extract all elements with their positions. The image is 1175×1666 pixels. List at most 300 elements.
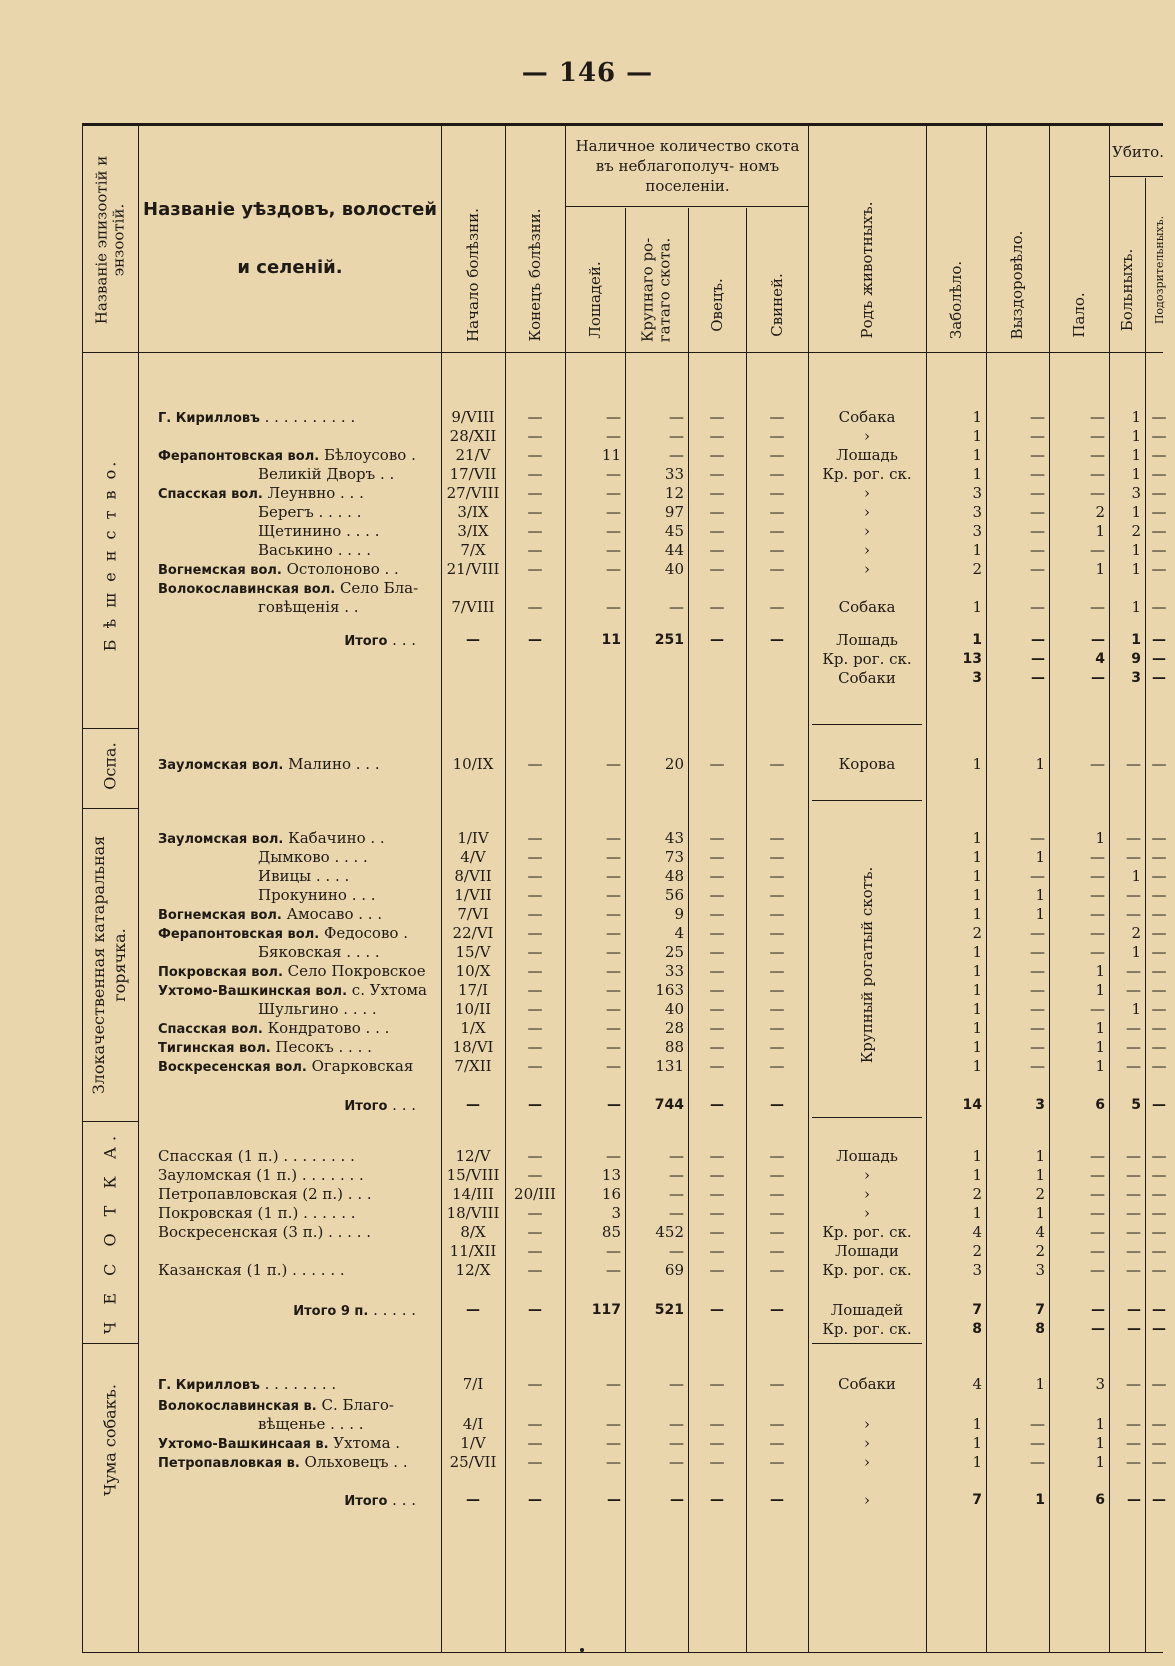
cell-died: —	[1090, 848, 1105, 866]
cell-pigs: —	[769, 1261, 785, 1279]
settlement-name: Воскресенская (3 п.) . . . . .	[158, 1223, 371, 1241]
cell-sick: 1	[972, 1038, 982, 1056]
cell-rec: —	[1030, 981, 1045, 999]
cell-sheep: —	[709, 427, 725, 445]
cell-ks: 1	[1131, 427, 1141, 445]
cell-rec: 1	[1035, 1147, 1045, 1165]
cell-horses: —	[606, 755, 621, 773]
cell-horses: —	[606, 1038, 621, 1056]
settlement-name: Амосаво . . .	[281, 905, 383, 923]
cell-ks: —	[1126, 1057, 1141, 1075]
cell-cattle: —	[669, 427, 684, 445]
cell-rec: 2	[1035, 1242, 1045, 1260]
cell-sheep: —	[709, 1434, 725, 1452]
cell-horses: —	[606, 829, 621, 847]
cell-died: 1	[1095, 1038, 1105, 1056]
settlement-name: Леунвно . . .	[262, 484, 364, 502]
group-label-rabies: Б ѣ ш е н с т в о.	[100, 458, 120, 652]
cell-kp: —	[1152, 1302, 1166, 1318]
place-name	[158, 465, 440, 484]
place-name	[158, 503, 440, 522]
cell-end: —	[527, 1038, 543, 1056]
cell-died: —	[1090, 1185, 1105, 1203]
cell-ks: 3	[1131, 670, 1141, 686]
district-name: Г. Кирилловъ	[158, 411, 260, 426]
settlement-name: Великій Дворъ . .	[258, 465, 395, 483]
cell-sheep: —	[709, 484, 725, 502]
cell-rec: —	[1030, 465, 1045, 483]
cell-cattle: 69	[664, 1261, 684, 1279]
cell-ks: —	[1126, 829, 1141, 847]
cell-ks: —	[1126, 886, 1141, 904]
place-name	[158, 848, 440, 867]
cell-kp: —	[1151, 1453, 1167, 1471]
cell-ks: 9	[1131, 651, 1141, 667]
cell-kind: Корова	[838, 755, 896, 773]
settlement-name: Щетинино . . . .	[258, 522, 380, 540]
settlement-name: Огарковская	[306, 1057, 414, 1075]
cell-horses: —	[606, 886, 621, 904]
cell-kp: —	[1151, 598, 1167, 616]
place-name	[158, 1096, 440, 1116]
cell-sick: 8	[972, 1321, 982, 1337]
cell-sick: 3	[972, 503, 982, 521]
cell-start: 27/VIII	[446, 484, 500, 502]
cell-cattle: —	[669, 1453, 684, 1471]
table-row	[0, 962, 1175, 981]
place-name	[158, 905, 440, 925]
settlement-name: . . . . . . . .	[259, 1375, 337, 1393]
cell-start: 28/XII	[449, 427, 497, 445]
cell-sick: 1	[972, 446, 982, 464]
settlement-name: Кондратово . . .	[262, 1019, 390, 1037]
cell-kp: —	[1151, 560, 1167, 578]
cell-end: —	[528, 1492, 542, 1508]
total-row	[0, 1491, 1175, 1510]
cell-kp: —	[1151, 484, 1167, 502]
cell-cattle: 44	[664, 541, 684, 559]
cell-died: —	[1090, 598, 1105, 616]
settlement-name: Петропавловская (2 п.) . . .	[158, 1185, 372, 1203]
cell-kind: ›	[864, 1166, 870, 1184]
cell-cattle: 33	[664, 962, 684, 980]
cell-kp: —	[1151, 905, 1167, 923]
place-name	[158, 1415, 440, 1434]
district-name: Волокославинская в.	[158, 1399, 317, 1414]
cell-cattle: 45	[664, 522, 684, 540]
district-name: Итого	[344, 1099, 388, 1114]
cell-sick: 1	[972, 1019, 982, 1037]
cell-pigs: —	[769, 465, 785, 483]
cell-died: 1	[1095, 522, 1105, 540]
cell-kind: ›	[864, 1434, 870, 1452]
cell-cattle: 33	[664, 465, 684, 483]
table-row	[0, 1320, 1175, 1339]
cell-sick: 2	[972, 560, 982, 578]
cell-sick: 1	[972, 1453, 982, 1471]
cell-died: —	[1091, 1302, 1105, 1318]
settlement-name: Бяковская . . . .	[258, 943, 380, 961]
cell-kp: —	[1151, 503, 1167, 521]
cell-sick: 1	[972, 867, 982, 885]
cell-pigs: —	[770, 1302, 784, 1318]
place-name	[158, 981, 440, 1001]
settlement-name: Песокъ . . . .	[270, 1038, 372, 1056]
cell-rec: 4	[1035, 1223, 1045, 1241]
settlement-name: Село Бла-	[335, 579, 419, 597]
cell-cattle: 12	[664, 484, 684, 502]
cell-pigs: —	[769, 943, 785, 961]
cell-sick: 1	[972, 886, 982, 904]
district-name: Волокославинская вол.	[158, 582, 336, 597]
cell-kind: ›	[864, 560, 870, 578]
table-row	[0, 408, 1175, 427]
cell-start: —	[466, 1492, 480, 1508]
cell-end: —	[527, 981, 543, 999]
cell-start: 18/VI	[452, 1038, 494, 1056]
cell-cattle: 88	[664, 1038, 684, 1056]
cell-died: 1	[1095, 1057, 1105, 1075]
place-name	[158, 484, 440, 504]
cell-sick: 2	[972, 924, 982, 942]
cell-rec: —	[1030, 1019, 1045, 1037]
cell-sheep: —	[710, 1492, 724, 1508]
cell-start: 15/VIII	[446, 1166, 500, 1184]
cell-sick: 1	[972, 598, 982, 616]
cell-rec: —	[1031, 651, 1045, 667]
cell-died: 1	[1095, 1453, 1105, 1471]
cell-end: —	[527, 962, 543, 980]
cell-kp: —	[1151, 446, 1167, 464]
cell-sheep: —	[709, 1057, 725, 1075]
cell-sheep: —	[709, 905, 725, 923]
table-row	[0, 446, 1175, 465]
place-name	[158, 867, 440, 886]
cell-start: 21/V	[455, 446, 491, 464]
cell-horses: —	[606, 905, 621, 923]
cell-sheep: —	[709, 1204, 725, 1222]
table-row	[0, 465, 1175, 484]
table-row	[0, 1242, 1175, 1261]
cell-died: —	[1090, 1000, 1105, 1018]
cell-pigs: —	[769, 1147, 785, 1165]
group-separator	[82, 1343, 138, 1344]
cell-kp: —	[1151, 427, 1167, 445]
table-row	[0, 829, 1175, 848]
table-row	[0, 924, 1175, 943]
cell-pigs: —	[769, 1453, 785, 1471]
place-name	[158, 598, 440, 617]
cell-rec: —	[1030, 598, 1045, 616]
district-name: Ухтомо-Вашкинсаая в.	[158, 1437, 329, 1452]
cell-end: —	[527, 1166, 543, 1184]
cell-pigs: —	[769, 1038, 785, 1056]
cell-kp: —	[1151, 1166, 1167, 1184]
settlement-name: Село Покровское	[282, 962, 426, 980]
cell-sheep: —	[709, 755, 725, 773]
cell-start: 21/VIII	[446, 560, 500, 578]
cell-died: —	[1090, 484, 1105, 502]
cell-pigs: —	[769, 962, 785, 980]
cell-cattle: 28	[664, 1019, 684, 1037]
cell-ks: 3	[1131, 484, 1141, 502]
cell-end: —	[527, 598, 543, 616]
cell-kind: Кр. рог. ск.	[822, 1261, 912, 1279]
cell-pigs: —	[769, 905, 785, 923]
cell-horses: —	[606, 427, 621, 445]
table-row	[0, 579, 1175, 598]
cell-horses: 13	[601, 1166, 621, 1184]
cell-sheep: —	[709, 1166, 725, 1184]
district-name: Покровская вол.	[158, 965, 283, 980]
cell-kp: —	[1151, 1415, 1167, 1433]
cell-died: —	[1090, 867, 1105, 885]
settlement-name: Бѣлоусово .	[319, 446, 416, 464]
cell-horses: —	[606, 1242, 621, 1260]
cell-died: 1	[1095, 1415, 1105, 1433]
cell-sheep: —	[709, 829, 725, 847]
settlement-name: Ивицы . . . .	[258, 867, 350, 885]
cell-horses: —	[606, 503, 621, 521]
cell-sheep: —	[709, 598, 725, 616]
cell-died: —	[1090, 446, 1105, 464]
cell-kp: —	[1151, 1019, 1167, 1037]
header-killed-group: Убито.	[1112, 143, 1164, 161]
cell-sheep: —	[709, 848, 725, 866]
cell-end: —	[527, 1261, 543, 1279]
cell-rec: —	[1030, 503, 1045, 521]
cell-start: —	[466, 632, 480, 648]
place-name	[158, 1019, 440, 1039]
header-pigs: Свиней.	[767, 273, 786, 337]
table-row	[0, 503, 1175, 522]
cell-sick: 1	[972, 962, 982, 980]
settlement-name: Прокунино . . .	[258, 886, 376, 904]
cell-end: —	[527, 1204, 543, 1222]
cell-pigs: —	[769, 1057, 785, 1075]
cell-sick: 1	[972, 1147, 982, 1165]
cell-kp: —	[1151, 981, 1167, 999]
cell-pigs: —	[769, 981, 785, 999]
kind-separator	[812, 800, 922, 801]
cell-kind: ›	[864, 484, 870, 502]
cell-kp: —	[1151, 1038, 1167, 1056]
cell-horses: —	[606, 848, 621, 866]
killed-group-rule	[1109, 176, 1163, 177]
cell-horses: —	[606, 1375, 621, 1393]
cell-horses: —	[606, 1000, 621, 1018]
cell-end: —	[527, 465, 543, 483]
cell-sheep: —	[709, 1415, 725, 1433]
cell-ks: —	[1126, 1453, 1141, 1471]
cell-pigs: —	[770, 1492, 784, 1508]
cell-died: 3	[1095, 1375, 1105, 1393]
settlement-name: говѣщенія . .	[258, 598, 359, 616]
cell-ks: 1	[1131, 943, 1141, 961]
cell-rec: —	[1030, 962, 1045, 980]
cell-horses: —	[606, 541, 621, 559]
cell-sheep: —	[709, 867, 725, 885]
cell-died: 1	[1095, 981, 1105, 999]
cell-ks: —	[1126, 1375, 1141, 1393]
cell-kp: —	[1151, 867, 1167, 885]
cell-kind: Кр. рог. ск.	[822, 465, 912, 483]
cell-kp: —	[1151, 1204, 1167, 1222]
cell-cattle: —	[669, 1204, 684, 1222]
table-row	[0, 943, 1175, 962]
cell-cattle: —	[669, 1434, 684, 1452]
settlement-name: С. Благо-	[316, 1396, 394, 1414]
table-row	[0, 886, 1175, 905]
place-name	[158, 1491, 440, 1511]
cell-start: 1/V	[460, 1434, 486, 1452]
place-name	[158, 1166, 440, 1185]
table-row	[0, 541, 1175, 560]
place-name	[158, 541, 440, 560]
cell-pigs: —	[769, 924, 785, 942]
cell-pigs: —	[769, 560, 785, 578]
cell-pigs: —	[769, 867, 785, 885]
settlement-name: вѣщенье . . . .	[258, 1415, 364, 1433]
cell-kind: Кр. рог. ск.	[822, 1320, 912, 1338]
cell-ks: —	[1126, 1204, 1141, 1222]
cell-sick: 2	[972, 1185, 982, 1203]
group-label-scabies: Ч Е С О Т К А.	[100, 1129, 120, 1335]
cell-rec: —	[1030, 1434, 1045, 1452]
cell-cattle: 20	[664, 755, 684, 773]
cell-start: 17/VII	[449, 465, 497, 483]
cell-sheep: —	[709, 886, 725, 904]
cell-kind: ›	[864, 503, 870, 521]
ink-dot	[580, 1648, 584, 1652]
cell-rec: —	[1030, 541, 1045, 559]
cell-cattle: 25	[664, 943, 684, 961]
cell-horses: —	[606, 962, 621, 980]
cell-cattle: —	[669, 446, 684, 464]
cell-kp: —	[1151, 829, 1167, 847]
district-name: Итого 9 п.	[293, 1304, 369, 1319]
header-episootic: Названіе эпизоотій и энзоотій.	[92, 155, 127, 325]
cell-kind: ›	[864, 1491, 870, 1509]
district-name: Г. Кирилловъ	[158, 1378, 260, 1393]
cell-cattle: —	[669, 1242, 684, 1260]
group-separator	[82, 728, 138, 729]
cell-sick: 7	[972, 1492, 982, 1508]
cell-sick: 1	[972, 1204, 982, 1222]
cell-horses: —	[606, 1434, 621, 1452]
district-name: Ферапонтовская вол.	[158, 449, 320, 464]
table-row	[0, 560, 1175, 579]
cell-sick: 3	[972, 1261, 982, 1279]
cell-horses: —	[606, 408, 621, 426]
cell-pigs: —	[769, 1375, 785, 1393]
cell-sick: 1	[972, 943, 982, 961]
cell-start: 7/VI	[457, 905, 489, 923]
cell-died: —	[1090, 1204, 1105, 1222]
cell-died: —	[1090, 1147, 1105, 1165]
cell-cattle: —	[670, 1492, 684, 1508]
cell-pigs: —	[769, 503, 785, 521]
cell-sick: 3	[972, 484, 982, 502]
table-row	[0, 1019, 1175, 1038]
cell-died: —	[1091, 670, 1105, 686]
cell-pigs: —	[769, 1185, 785, 1203]
cell-pigs: —	[769, 1242, 785, 1260]
cell-kp: —	[1151, 886, 1167, 904]
settlement-name: Кабачино . .	[283, 829, 385, 847]
cell-sheep: —	[709, 408, 725, 426]
cell-sick: 1	[972, 905, 982, 923]
cell-ks: 1	[1131, 446, 1141, 464]
cell-start: 25/VII	[449, 1453, 497, 1471]
district-name: Зауломская вол.	[158, 832, 284, 847]
cell-kp: —	[1151, 1375, 1167, 1393]
cell-start: 15/V	[455, 943, 491, 961]
cell-died: —	[1090, 1223, 1105, 1241]
settlement-name: Казанская (1 п.) . . . . . .	[158, 1261, 345, 1279]
cell-cattle: 40	[664, 1000, 684, 1018]
cell-pigs: —	[769, 1204, 785, 1222]
cell-died: 1	[1095, 829, 1105, 847]
place-name	[158, 755, 440, 775]
cell-kp: —	[1151, 1261, 1167, 1279]
cell-died: —	[1090, 408, 1105, 426]
cell-kp: —	[1151, 1057, 1167, 1075]
cell-horses: —	[606, 867, 621, 885]
settlement-name: . . .	[387, 631, 416, 649]
cell-sheep: —	[709, 1242, 725, 1260]
cell-horses: —	[606, 484, 621, 502]
cell-sick: 1	[972, 755, 982, 773]
place-name	[158, 1185, 440, 1204]
cell-end: —	[527, 755, 543, 773]
cell-rec: 3	[1035, 1097, 1045, 1113]
cell-start: 10/X	[455, 962, 491, 980]
cell-sick: 1	[972, 632, 982, 648]
cell-kind: Лошадей	[830, 1301, 904, 1319]
cell-start: 1/X	[460, 1019, 486, 1037]
cell-horses: —	[606, 1453, 621, 1471]
table-row	[0, 848, 1175, 867]
cell-rec: 1	[1035, 1204, 1045, 1222]
cell-kp: —	[1152, 670, 1166, 686]
cell-cattle: 131	[655, 1057, 684, 1075]
cell-died: —	[1090, 924, 1105, 942]
place-name	[158, 829, 440, 849]
cell-ks: 1	[1131, 560, 1141, 578]
settlement-name: Федосово .	[319, 924, 408, 942]
cell-cattle: —	[669, 1147, 684, 1165]
table-row	[0, 1000, 1175, 1019]
cell-ks: —	[1126, 1261, 1141, 1279]
cell-horses: —	[606, 1261, 621, 1279]
total-row	[0, 631, 1175, 650]
cell-ks: —	[1127, 1321, 1141, 1337]
table-row	[0, 427, 1175, 446]
settlement-name: Ольховецъ . .	[299, 1453, 408, 1471]
cell-sick: 1	[972, 427, 982, 445]
cell-start: 4/V	[460, 848, 486, 866]
table-row	[0, 1057, 1175, 1076]
place-name	[158, 886, 440, 905]
cell-sheep: —	[709, 981, 725, 999]
header-died: Пало.	[1069, 292, 1088, 338]
cell-kind: Собака	[838, 598, 896, 616]
cell-end: —	[527, 541, 543, 559]
cell-start: —	[466, 1302, 480, 1318]
cell-start: 10/IX	[452, 755, 494, 773]
cell-kp: —	[1151, 1223, 1167, 1241]
